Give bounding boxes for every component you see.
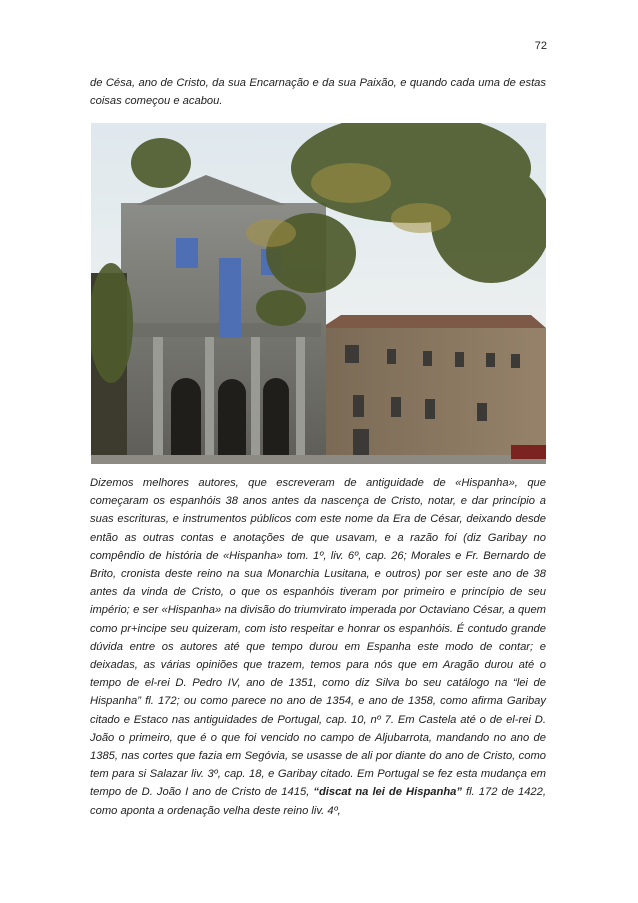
intro-paragraph: de Césa, ano de Cristo, da sua Encarnação e da sua Paixão, e quando cada uma de estas coisas começou e acabou. xyxy=(90,77,546,107)
body-text-part1: Dizemos melhores autores, que escreveram de antiguidade de «Hispanha», que começaram os espanhóis 38 anos antes da nascença de Cristo, notar, e dar princípio a suas escrituras, e instrumentos públicos com este nome da Era de César, deixando desde então as outras contas e anotações de que usavam, e a razão foi (diz Garibay no compêndio de história de «Hispanha» tom. 1º, liv. 6º, cap. 26; Morales e Fr. Bernardo de Brito, cronista deste reino na sua Monarchia Lusitana, e outros) por ser este ano de 38 antes da vinda de Cristo, o que os espanhóis tiveram por primeiro e princípio de seu império; e ser «Hispanha» na divisão do triumvirato imperada por Octaviano César, a quem como pr+incipe seu quizeram, com isto respeitar e honrar os espanhóis. É contudo grande dúvida entre os autores até que tempo durou em Espanha este modo de contar; e deixadas, as várias opiniões que trazem, temos para nós que em Aragão durou até o tempo de el-rei D. Pedro IV, ano de 1351, como diz Silva bo seu catálogo na “lei de Hispanha” fl. 172; ou como parece no ano de 1354, e ano de 1358, como afirma Garibay citado e Estaco nas antiguidades de Portugal, cap. 10, nº 7. Em Castela até o de el-rei D. João o primeiro, que é o que foi vencido no campo de Aljubarrota, mandando no ano de 1385, nas cortes que fazia em Segóvia, se usasse de ali por diante do ano de Cristo, como tem para si Salazar liv. 3º, cap. 18, e Garibay citado. Em Portugal se fez esta mudança em tempo de D. João I ano de Cristo de 1415, xyxy=(90,477,546,799)
building-photo xyxy=(91,123,546,464)
body-text-bold: “discat na lei de Hispanha” xyxy=(313,786,462,799)
body-paragraph xyxy=(90,474,546,820)
body-text-part2: fl. 172 de 1422, como aponta a ordenação velha deste reino liv. 4º, xyxy=(90,786,546,817)
page-number: 72 xyxy=(534,40,547,52)
